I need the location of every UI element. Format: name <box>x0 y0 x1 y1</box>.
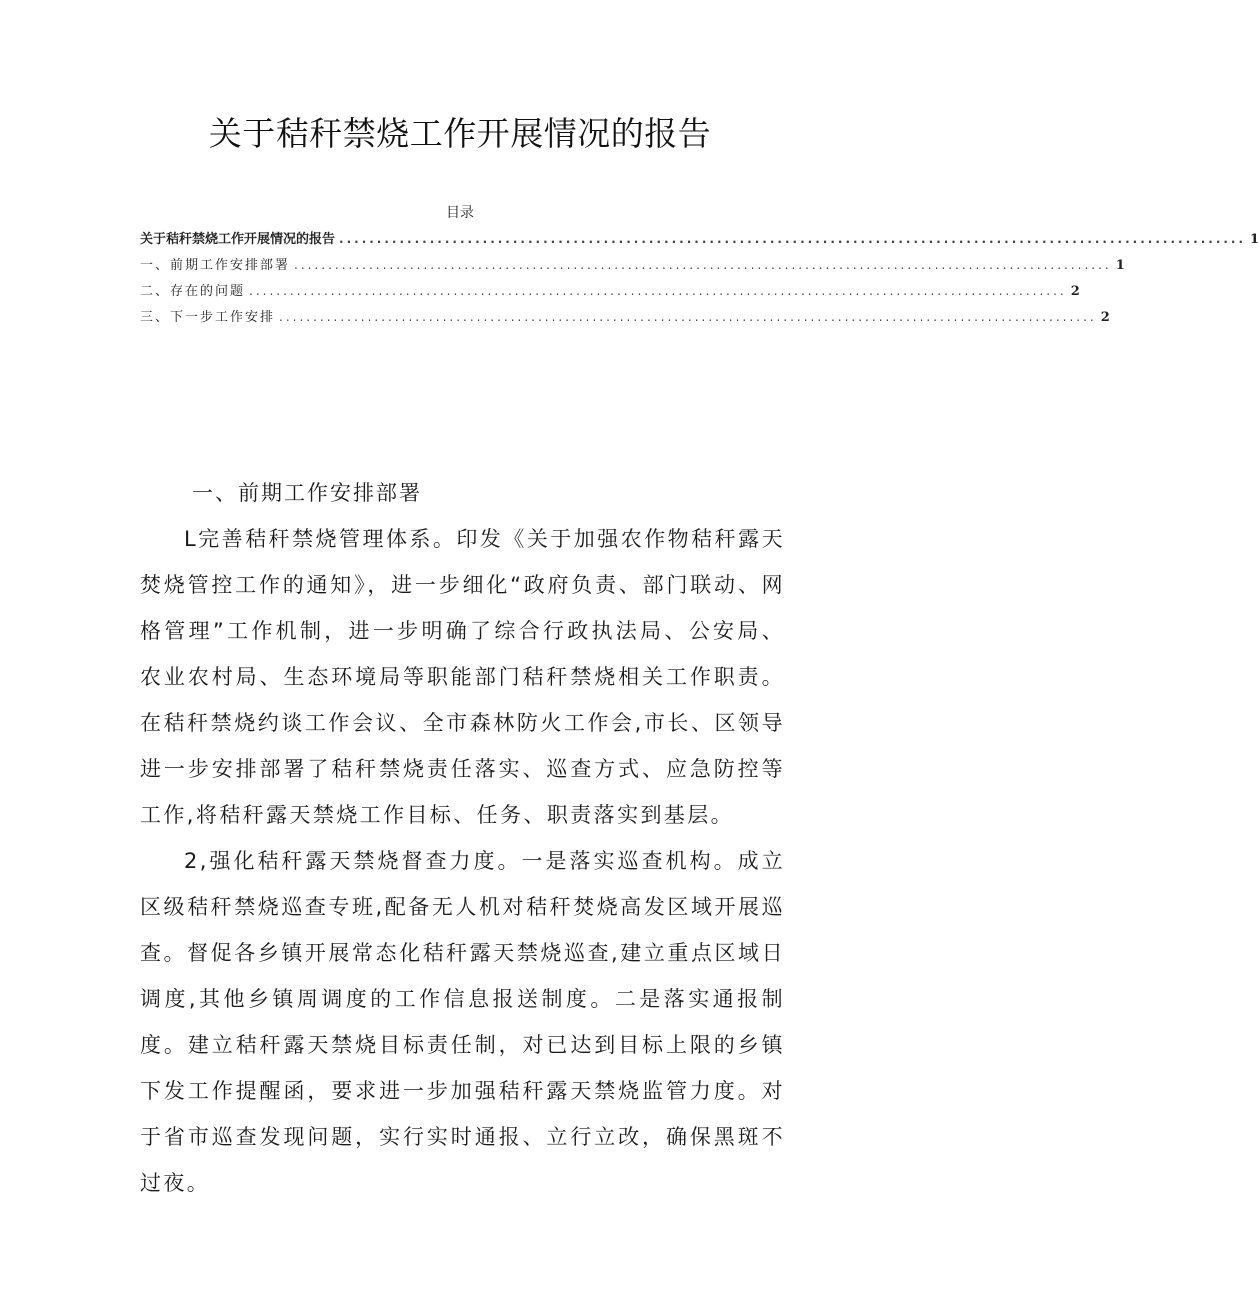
toc-entry-label: 一、前期工作安排部署 <box>140 258 291 273</box>
body-paragraph: L完善秸秆禁烧管理体系。印发《关于加强农作物秸秆露天焚烧管控工作的通知》，进一步细化“政府负责、部门联动、网格管理”工作机制，进一步明确了综合行政执法局、公安局、农业农村局、生态环境局等职能部门秸秆禁烧相关工作职责。在秸秆禁烧约谈工作会议、全市森林防火工作会,市长、区领导进一步安排部署了秸秆禁烧责任落实、巡查方式、应急防控等工作,将秸秆露天禁烧工作目标、任务、职责落实到基层。 <box>140 527 785 827</box>
toc-heading: 目录 <box>446 205 474 221</box>
document-body <box>140 470 785 1206</box>
toc-entry-label: 三、下一步工作安排 <box>140 310 276 325</box>
toc-entry-page: 2 <box>1070 284 1080 299</box>
table-of-contents <box>140 228 1259 332</box>
toc-entry-section-1[interactable] <box>140 254 1125 280</box>
toc-entry-page: 1 <box>1250 232 1259 247</box>
toc-leader-dots: ........................................................................................................................ <box>249 284 1067 298</box>
toc-entry-page: 1 <box>1115 258 1125 273</box>
section-heading: 一、前期工作安排部署 <box>192 481 422 505</box>
toc-entry-page: 2 <box>1100 310 1110 325</box>
toc-entry-title[interactable] <box>140 228 1259 254</box>
toc-entry-section-2[interactable] <box>140 280 1080 306</box>
toc-leader-dots: ........................................................................................................................ <box>294 258 1112 272</box>
toc-entry-section-3[interactable] <box>140 306 1110 332</box>
toc-leader-dots: ........................................................................................................................ <box>339 232 1247 246</box>
toc-leader-dots: ........................................................................................................................ <box>279 310 1097 324</box>
toc-entry-label: 关于秸秆禁烧工作开展情况的报告 <box>140 232 336 247</box>
document-title: 关于秸秆禁烧工作开展情况的报告 <box>208 114 712 153</box>
body-paragraph: 2,强化秸秆露天禁烧督查力度。一是落实巡查机构。成立区级秸秆禁烧巡查专班,配备无人机对秸秆焚烧高发区域开展巡查。督促各乡镇开展常态化秸秆露天禁烧巡查,建立重点区域日调度,其他乡镇周调度的工作信息报送制度。二是落实通报制度。建立秸秆露天禁烧目标责任制，对已达到目标上限的乡镇下发工作提醒函，要求进一步加强秸秆露天禁烧监管力度。对于省市巡查发现问题，实行实时通报、立行立改，确保黑斑不过夜。 <box>140 849 785 1195</box>
toc-entry-label: 二、存在的问题 <box>140 284 246 299</box>
